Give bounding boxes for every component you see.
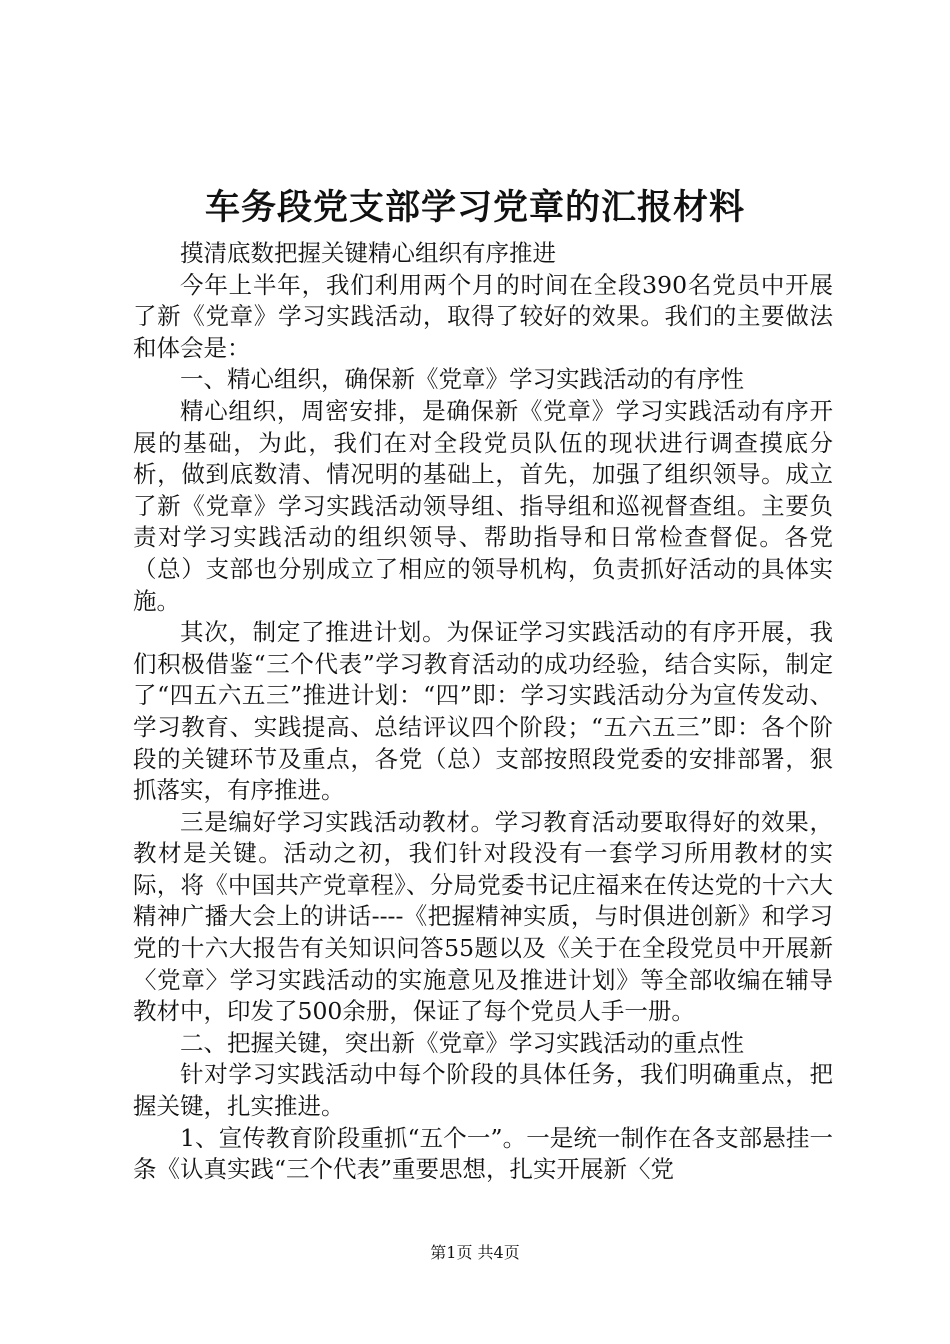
paragraph-subtitle: 摸清底数把握关键精心组织有序推进 <box>180 239 556 267</box>
section-heading-2: 二、把握关键，突出新《党章》学习实践活动的重点性 <box>180 1028 744 1057</box>
paragraph-intro: 今年上半年，我们利用两个月的时间在全段390名党员中开展了新《党章》学习实践活动，取得了较好的效果。我们的主要做法和体会是： <box>133 270 833 362</box>
document-title: 车务段党支部学习党章的汇报材料 <box>204 187 745 228</box>
paragraph: 针对学习实践活动中每个阶段的具体任务，我们明确重点，把握关键，扎实推进。 <box>133 1060 833 1121</box>
paragraph: 其次，制定了推进计划。为保证学习实践活动的有序开展，我们积极借鉴“三个代表”学习教育活动的成功经验，结合实际，制定了“四五六五三”推进计划：“四”即：学习实践活动分为宣传发动、学习教育、实践提高、总结评议四个阶段；“五六五三”即：各个阶段的关键环节及重点，各党（总）支部按照段党委的安排部署，狠抓落实，有序推进。 <box>133 618 833 805</box>
section-heading-1: 一、精心组织，确保新《党章》学习实践活动的有序性 <box>180 365 744 394</box>
paragraph: 三是编好学习实践活动教材。学习教育活动要取得好的效果，教材是关键。活动之初，我们针对段没有一套学习所用教材的实际，将《中国共产党章程》、分局党委书记庄福来在传达党的十六大精神广播大会上的讲话----《把握精神实质，与时俱进创新》和学习党的十六大报告有关知识问答55题以及《关于在全段党员中开展新〈党章〉学习实践活动的实施意见及推进计划》等全部收编在辅导教材中，印发了500余册，保证了每个党员人手一册。 <box>133 807 833 1026</box>
document-body <box>133 238 833 1186</box>
page-footer: 第1页 共4页 <box>430 1243 520 1262</box>
paragraph: 精心组织，周密安排，是确保新《党章》学习实践活动有序开展的基础，为此，我们在对全段党员队伍的现状进行调查摸底分析，做到底数清、情况明的基础上，首先，加强了组织领导。成立了新《党章》学习实践活动领导组、指导组和巡视督查组。主要负责对学习实践活动的组织领导、帮助指导和日常检查督促。各党（总）支部也分别成立了相应的领导机构，负责抓好活动的具体实施。 <box>133 396 833 615</box>
paragraph: 1、宣传教育阶段重抓“五个一”。一是统一制作在各支部悬挂一条《认真实践“三个代表”重要思想，扎实开展新〈党 <box>133 1123 833 1184</box>
